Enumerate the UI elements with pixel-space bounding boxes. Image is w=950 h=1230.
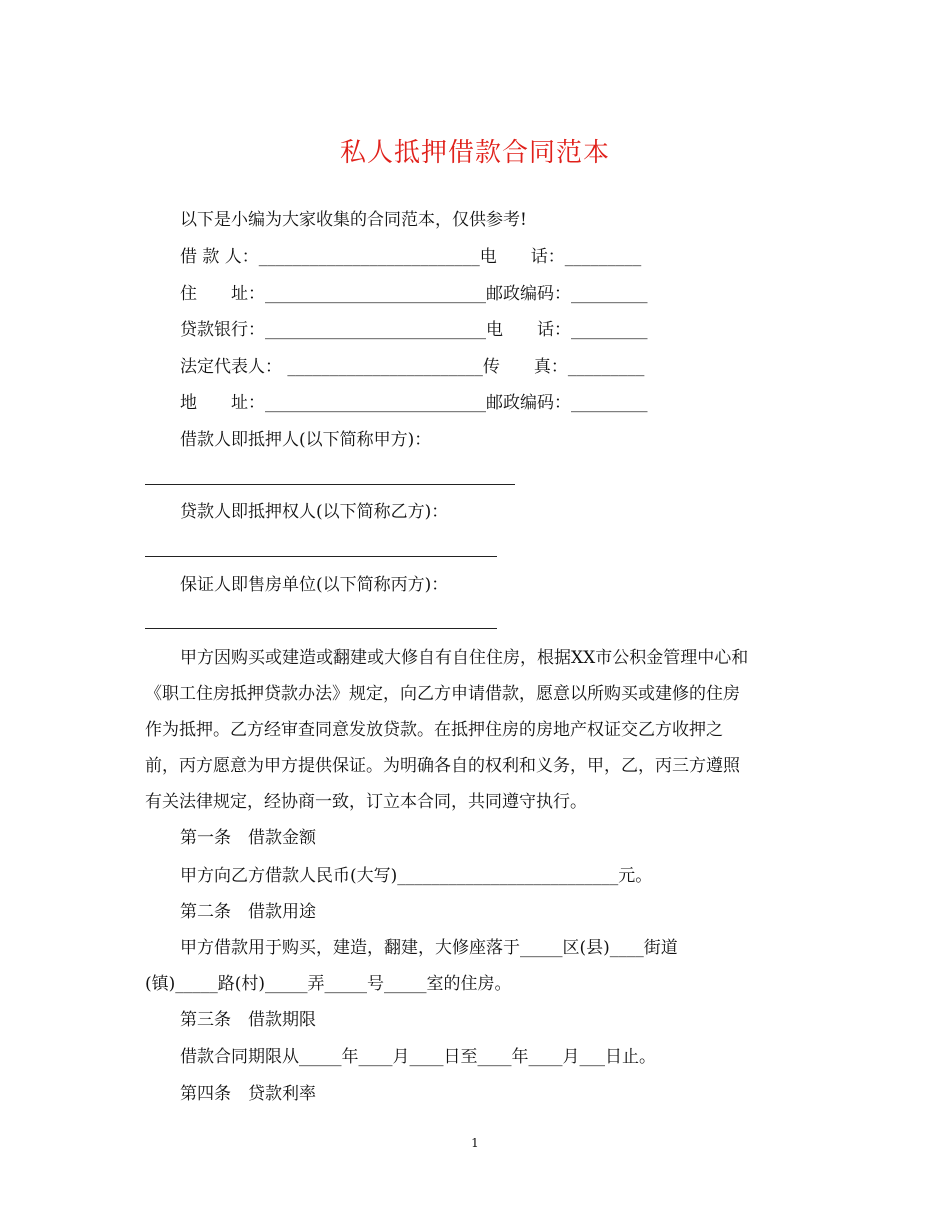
preamble-line: 作为抵押。乙方经审查同意发放贷款。在抵押住房的房地产权证交乙方收押之 <box>145 720 723 740</box>
article-2-text: 甲方借款用于购买，建造，翻建，大修座落于_____区(县)____街道 <box>180 938 678 958</box>
field-legal-representative: 法定代表人： _______________________传 真：_________ <box>180 357 645 377</box>
preamble-line: 甲方因购买或建造或翻建或大修自有自住住房，根据XX市公积金管理中心和 <box>180 648 749 668</box>
preamble-line: 前，丙方愿意为甲方提供保证。为明确各自的权利和义务，甲，乙，丙三方遵照 <box>145 756 740 776</box>
article-4-title: 第四条 贷款利率 <box>180 1084 316 1104</box>
article-2-text: (镇)_____路(村)_____弄_____号_____室的住房。 <box>145 974 512 994</box>
page-number: 1 <box>471 1136 479 1150</box>
preamble-line: 《职工住房抵押贷款办法》规定，向乙方申请借款，愿意以所购买或建修的住房 <box>145 684 740 704</box>
party-a-blank-line <box>145 484 515 485</box>
field-bank-address: 地 址：__________________________邮政编码：_________ <box>180 393 648 413</box>
document-title: 私人抵押借款合同范本 <box>339 138 610 168</box>
field-lending-bank: 贷款银行：__________________________电 话：_________ <box>180 320 648 340</box>
party-b-label: 贷款人即抵押权人(以下简称乙方)： <box>180 502 449 522</box>
party-c-blank-line <box>145 628 497 629</box>
article-2-title: 第二条 借款用途 <box>180 902 316 922</box>
field-borrower: 借 款 人：__________________________电 话：_________ <box>180 247 642 267</box>
preamble-line: 有关法律规定，经协商一致，订立本合同，共同遵守执行。 <box>145 792 587 812</box>
intro-text: 以下是小编为大家收集的合同范本，仅供参考! <box>180 210 527 230</box>
field-address: 住 址：__________________________邮政编码：_________ <box>180 284 648 304</box>
party-c-label: 保证人即售房单位(以下简称丙方)： <box>180 575 449 595</box>
article-3-text: 借款合同期限从_____年____月____日至____年____月___日止。 <box>180 1047 656 1067</box>
party-b-blank-line <box>145 556 497 557</box>
article-3-title: 第三条 借款期限 <box>180 1010 316 1030</box>
article-1-title: 第一条 借款金额 <box>180 828 316 848</box>
party-a-label: 借款人即抵押人(以下简称甲方)： <box>180 430 432 450</box>
article-1-text: 甲方向乙方借款人民币(大写)__________________________元。 <box>180 866 653 886</box>
